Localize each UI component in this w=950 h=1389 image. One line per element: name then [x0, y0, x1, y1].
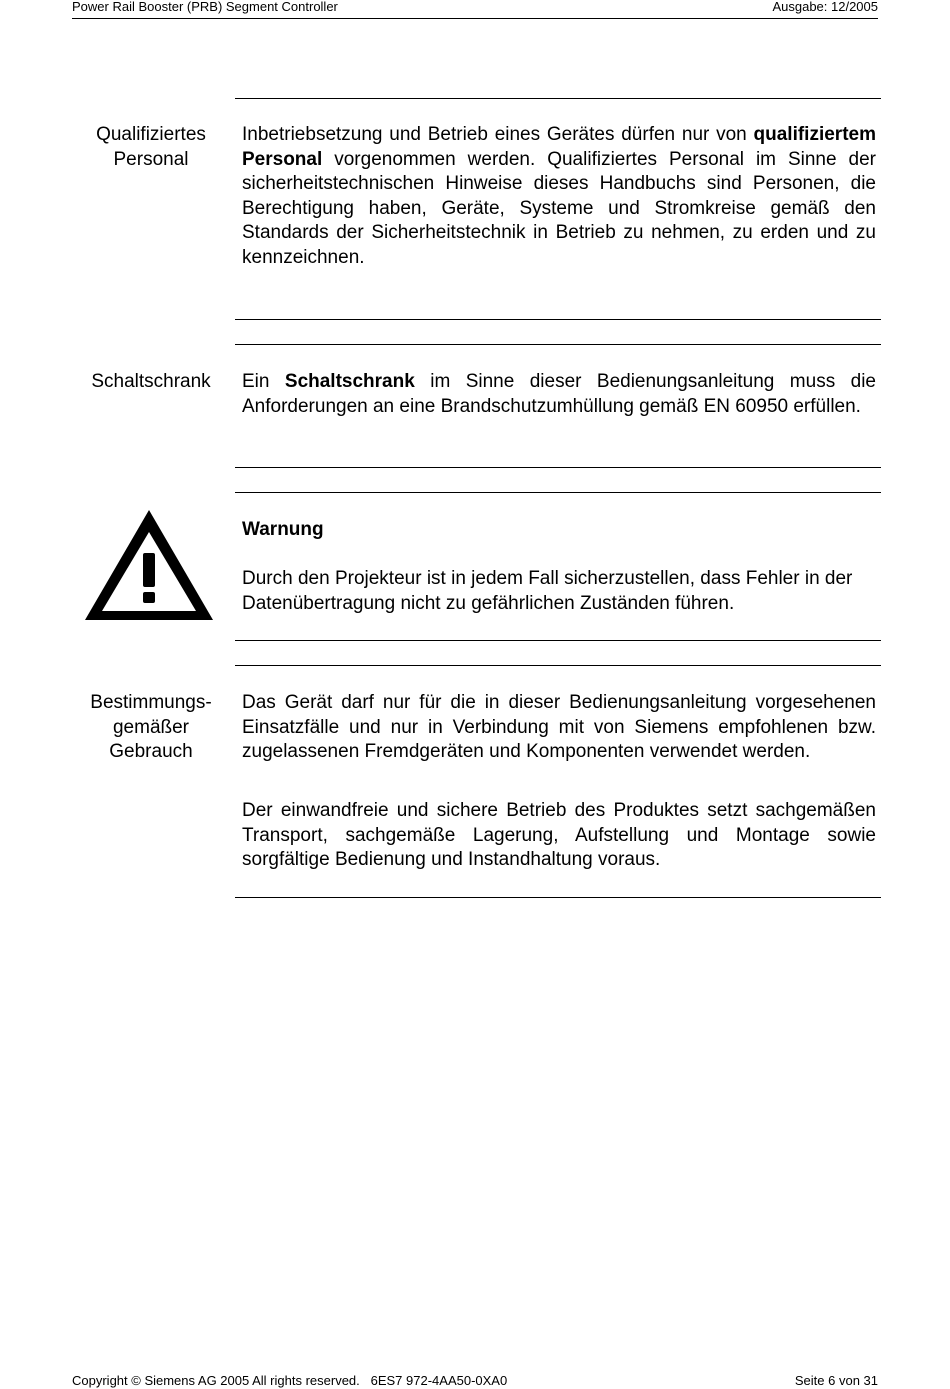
section-divider — [235, 344, 881, 345]
page-footer — [72, 1372, 878, 1389]
section-label-qualified-personnel: Qualifiziertes Personal — [96, 124, 206, 170]
copyright-text: Copyright © Siemens AG 2005 All rights reserved. 6ES7 972-4AA50-0XA0 — [72, 1373, 508, 1388]
section-divider — [235, 319, 881, 320]
intended-use-paragraph-1: Das Gerät darf nur für die in dieser Bedienungsanleitung vorgesehenen Einsatzfälle und nur in Verbindung mit von Siemens empfohlenen bzw. zugelassenen Fremdgeräten und Komponenten verwendet werden. — [242, 692, 876, 762]
warning-text: Durch den Projekteur ist in jedem Fall sicherzustellen, dass Fehler in der Datenübertragung nicht zu gefährlichen Zuständen führen. — [242, 568, 853, 614]
section-divider — [235, 492, 881, 493]
page-header — [72, 0, 878, 19]
page-number: Seite 6 von 31 — [794, 1373, 878, 1388]
section-label-control-cabinet: Schaltschrank — [91, 371, 211, 392]
qualified-personnel-text: Inbetriebsetzung und Betrieb eines Gerätes dürfen nur von qualifiziertem Personal vorgenommen werden. Qualifiziertes Personal im Sinne der sicherheitstechnischen Hinweise dieses Handbuchs sind Personen, die Berechtigung haben, Geräte, Systeme und Stromkreise gemäß den Standards der Sicherheitstechnik in Betrieb zu nehmen, zu erden und zu kennzeichnen. — [242, 124, 876, 268]
intended-use-paragraph-2: Der einwandfreie und sichere Betrieb des Produktes setzt sachgemäßen Transport, sachgemäße Lagerung, Aufstellung und Montage sowie sorgfältige Bedienung und Instandhaltung voraus. — [242, 800, 876, 870]
control-cabinet-emphasis: Schaltschrank — [284, 371, 415, 392]
section-divider — [235, 897, 881, 898]
warning-title: Warnung — [242, 519, 324, 540]
section-divider — [235, 640, 881, 641]
section-label-intended-use: Bestimmungs- gemäßer Gebrauch — [90, 692, 212, 762]
edition-label: Ausgabe: 12/2005 — [772, 0, 878, 14]
section-divider — [235, 98, 881, 99]
control-cabinet-text: Ein Schaltschrank im Sinne dieser Bedienungsanleitung muss die Anforderungen an eine Brandschutzumhüllung gemäß EN 60950 erfüllen. — [242, 371, 876, 417]
section-divider — [235, 665, 881, 666]
section-divider — [235, 467, 881, 468]
document-title: Power Rail Booster (PRB) Segment Controller — [72, 0, 338, 14]
warning-triangle-icon — [83, 508, 215, 622]
qualified-personnel-emphasis: qualifiziertem Personal — [242, 124, 876, 170]
